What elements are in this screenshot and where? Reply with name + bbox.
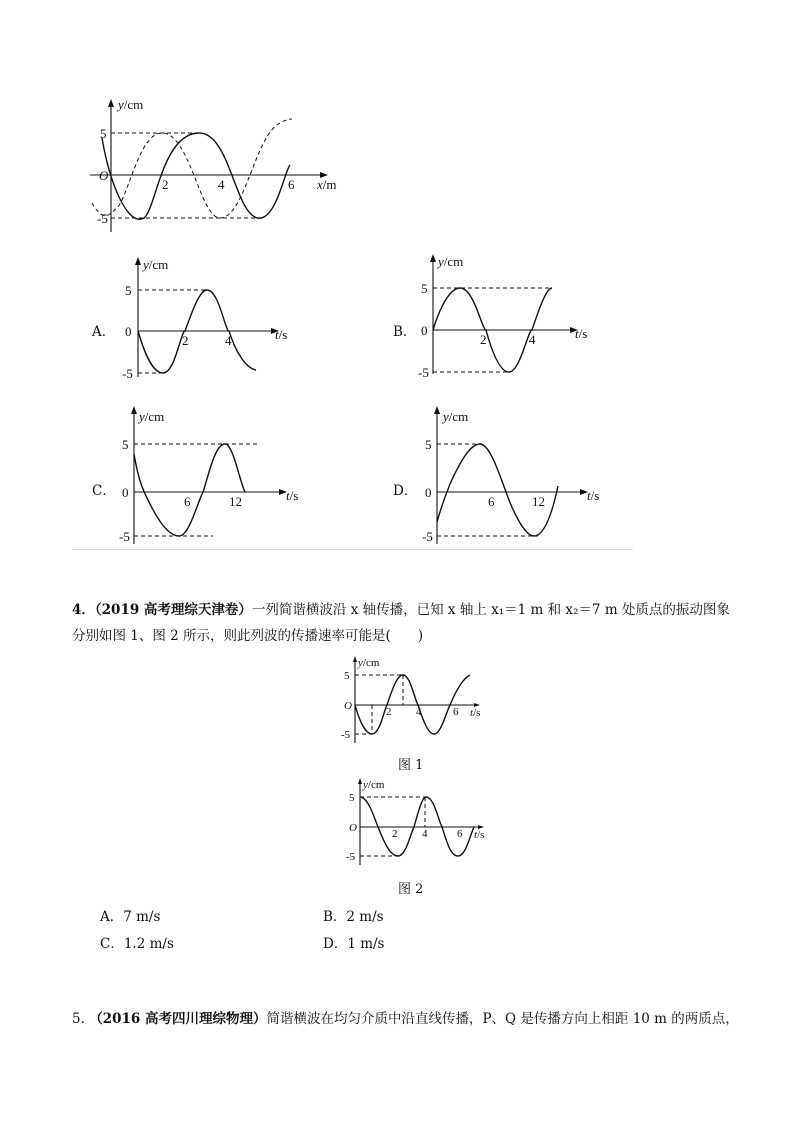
option-c-letter: C． — [92, 483, 116, 499]
t-tick-2: 2 — [182, 333, 189, 348]
figure-1-graph — [330, 655, 500, 745]
origin-label: O — [344, 700, 352, 712]
origin-label: 0 — [421, 323, 428, 338]
question-5-text-line1: 简谐横波在均匀介质中沿直线传播，P、Q 是传播方向上相距 10 m 的两质点， — [266, 1011, 739, 1027]
t-tick-2: 2 — [386, 706, 392, 718]
question-4-text-line2: 分别如图 1、图 2 所示，则此列波的传播速率可能是( ) — [72, 628, 424, 644]
y-tick-top: 5 — [125, 283, 132, 298]
t-tick-6: 6 — [184, 494, 191, 509]
x-axis-label: x/m — [317, 177, 337, 192]
top-wave-figure — [80, 95, 360, 240]
option-c-graph — [115, 404, 315, 544]
t-axis-label: t/s — [286, 488, 299, 503]
x-tick-6: 6 — [288, 177, 295, 192]
section-divider — [72, 549, 633, 550]
y-tick-bottom: -5 — [97, 211, 108, 226]
t-axis-label: t/s — [474, 829, 485, 841]
t-tick-4: 4 — [416, 706, 422, 718]
y-axis-label-unit: /cm — [123, 97, 144, 112]
option-d-graph — [412, 404, 612, 544]
q4-option-c[interactable]: C．1.2 m/s — [100, 936, 174, 952]
y-tick-top: 5 — [349, 792, 355, 804]
t-tick-6: 6 — [457, 828, 463, 840]
y-tick-bottom: -5 — [341, 729, 351, 741]
t-tick-12: 12 — [532, 494, 545, 509]
question-4-source: （2019 高考理综天津卷） — [94, 602, 252, 618]
t-tick-4: 4 — [422, 828, 428, 840]
y-axis-label: y/cm — [118, 97, 144, 112]
q4-option-b[interactable]: B．2 m/s — [323, 909, 384, 925]
y-axis-arrow — [430, 254, 436, 262]
t-tick-4: 4 — [225, 333, 232, 348]
y-axis-arrow — [434, 406, 440, 414]
y-axis-label: y/cm — [139, 409, 165, 424]
vibration-curve — [437, 444, 558, 536]
y-axis-label: y/cm — [438, 254, 464, 269]
t-tick-2: 2 — [480, 332, 487, 347]
question-5-source: （2016 高考四川理综物理） — [89, 1011, 267, 1027]
option-a-graph — [115, 255, 305, 385]
y-axis-arrow — [353, 656, 357, 662]
figure-1-caption: 图 1 — [398, 758, 424, 773]
y-tick-top: 5 — [421, 281, 428, 296]
option-a-letter: A． — [92, 324, 116, 340]
y-axis-label: y/cm — [363, 779, 385, 791]
y-axis-label: y/cm — [358, 657, 380, 669]
y-axis-arrow — [135, 257, 141, 265]
y-tick-top: 5 — [425, 437, 432, 452]
figure-2-caption: 图 2 — [398, 882, 424, 897]
question-4-text-line1: 一列简谐横波沿 x 轴传播，已知 x 轴上 x₁＝1 m 和 x₂＝7 m 处质点的振动图象 — [251, 602, 730, 618]
y-axis-arrow — [358, 778, 362, 784]
question-4-line1 — [72, 597, 732, 623]
t-tick-6: 6 — [488, 494, 495, 509]
t-axis-label: t/s — [470, 707, 481, 719]
t-axis-label: t/s — [587, 488, 600, 503]
t-tick-6: 6 — [453, 706, 459, 718]
y-tick-bottom: -5 — [422, 529, 433, 544]
t-axis-label: t/s — [275, 327, 288, 342]
vibration-curve — [134, 444, 245, 536]
origin-label: 0 — [425, 485, 432, 500]
question-5-number: 5. — [72, 1011, 85, 1027]
y-tick-bottom: -5 — [119, 529, 130, 544]
y-tick-bottom: -5 — [122, 366, 133, 381]
origin-label: O — [349, 822, 357, 834]
y-tick-top: 5 — [100, 126, 107, 141]
option-b-letter: B． — [393, 324, 417, 340]
y-tick-bottom: -5 — [346, 851, 356, 863]
y-axis-arrow — [108, 99, 114, 107]
t-tick-2: 2 — [392, 828, 398, 840]
question-5 — [72, 1006, 752, 1032]
y-axis-label: y/cm — [143, 257, 169, 272]
question-4-number: 4． — [72, 602, 95, 618]
option-b-graph — [412, 252, 602, 382]
t-axis-label: t/s — [575, 326, 588, 341]
t-tick-12: 12 — [229, 494, 242, 509]
figure-2-graph — [330, 777, 500, 867]
origin-label: 0 — [125, 324, 132, 339]
option-d-letter: D． — [393, 483, 418, 499]
y-axis-arrow — [131, 406, 137, 414]
x-tick-4: 4 — [218, 177, 225, 192]
q4-option-d[interactable]: D．1 m/s — [323, 936, 385, 952]
question-4 — [72, 597, 732, 649]
x-tick-2: 2 — [162, 177, 169, 192]
q4-option-a[interactable]: A．7 m/s — [100, 909, 161, 925]
origin-label: 0 — [122, 485, 129, 500]
origin-label: O — [99, 168, 109, 183]
y-axis-label: y/cm — [443, 409, 469, 424]
y-tick-top: 5 — [344, 670, 350, 682]
t-tick-4: 4 — [529, 332, 536, 347]
y-tick-top: 5 — [122, 437, 129, 452]
y-tick-bottom: -5 — [418, 365, 429, 380]
